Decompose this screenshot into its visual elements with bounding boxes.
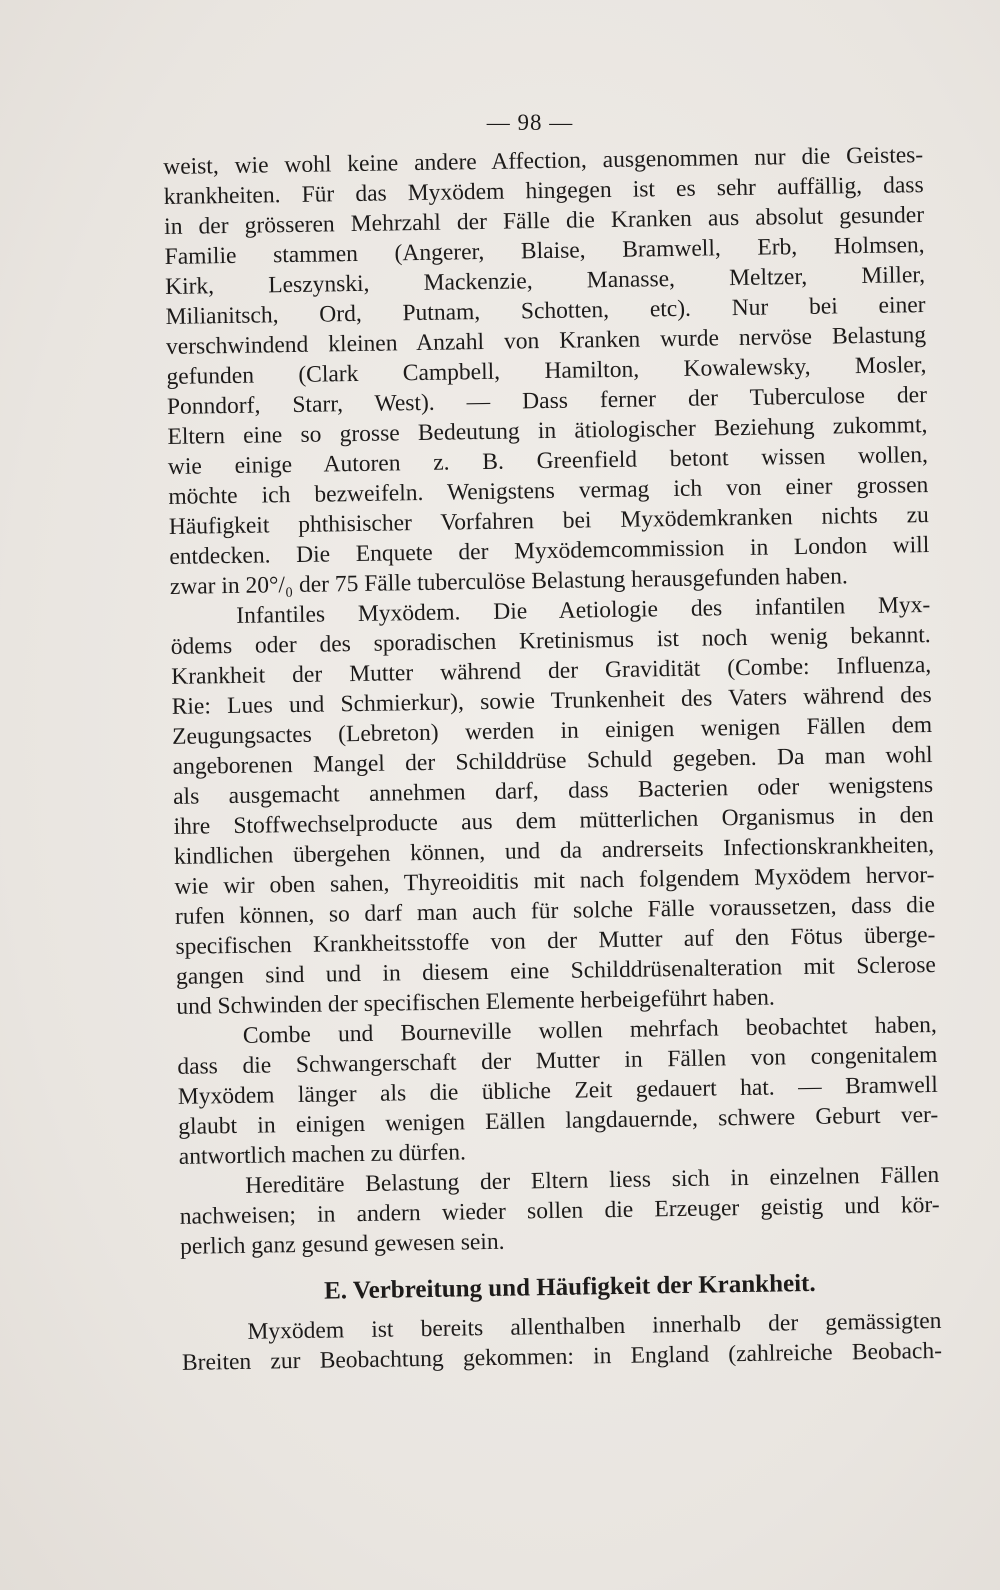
text-line: wie wir oben sahen, Thyreoiditis mit nach folgendem Myxödem hervor- (174, 861, 935, 900)
text-line: gefunden (Clark Campbell, Hamilton, Kowalewsky, Mosler, (166, 352, 927, 390)
text-line: Hereditäre Belastung der Eltern liess sich in einzelnen Fällen (245, 1161, 940, 1199)
text-line: ödems oder des sporadischen Kretinismus ist noch wenig bekannt. (170, 622, 931, 660)
text-line: angeborenen Mangel der Schilddrüse Schuld gegeben. Da man wohl (172, 741, 933, 780)
text-line: zwar in 20°/₀ der 75 Fälle tuberculöse Belastung herausgefunden haben. (169, 563, 848, 600)
text-line: Myxödem länger als die übliche Zeit gedauert hat. — Bramwell (177, 1071, 938, 1110)
text-line: Rie: Lues und Schmierkur), sowie Trunkenheit des Vaters während des (171, 681, 932, 720)
text-line: Infantiles Myxödem. Die Aetiologie des infantilen Myx- (236, 592, 931, 629)
text-line: Breiten zur Beobachtung gekommen: in England (zahlreiche Beobach- (181, 1337, 943, 1376)
text-line: Milianitsch, Ord, Putnam, Schotten, etc). Nur bei einer (165, 292, 926, 330)
text-line: verschwindend kleinen Anzahl von Kranken wurde nervöse Belastung (165, 322, 927, 360)
text-line: ihre Stoffwechselproducte aus dem mütterlichen Organismus in den (173, 801, 934, 840)
text-line: dass die Schwangerschaft der Mutter in Fällen von congenitalem (177, 1041, 938, 1080)
text-line: wie einige Autoren z. B. Greenfield betont wissen wollen, (167, 442, 929, 480)
text-line: Myxödem ist bereits allenthalben innerhalb der gemässigten (247, 1307, 942, 1345)
page-number: — 98 — (486, 110, 574, 135)
text-line: Häufigkeit phthisischer Vorfahren bei Myxödemkranken nichts zu (168, 502, 930, 540)
text-line: Zeugungsactes (Lebreton) werden in einigen wenigen Fällen dem (171, 711, 933, 750)
text-line: Familie stammen (Angerer, Blaise, Bramwell, Erb, Holmsen, (164, 232, 925, 270)
text-line: krankheiten. Für das Myxödem hingegen ist es sehr auffällig, dass (163, 172, 924, 210)
text-line: Kirk, Leszynski, Mackenzie, Manasse, Meltzer, Miller, (164, 262, 926, 300)
text-line: Ponndorf, Starr, West). — Dass ferner der Tuberculose der (166, 382, 928, 420)
text-line: weist, wie wohl keine andere Affection, ausgenommen nur die Geistes- (163, 142, 924, 180)
body-text (163, 140, 942, 1378)
text-line: antwortlich machen zu dürfen. (178, 1139, 467, 1170)
text-line: gangen sind und in diesem eine Schilddrüsenalteration mit Sclerose (175, 951, 937, 990)
text-line: specifischen Krankheitsstoffe von der Mutter auf den Fötus überge- (175, 921, 936, 960)
text-line: glaubt in einigen wenigen Eällen langdauernde, schwere Geburt ver- (178, 1101, 939, 1140)
section-heading: E. Verbreitung und Häufigkeit der Krankheit. (323, 1269, 816, 1305)
text-line: rufen können, so darf man auch für solche Fälle voraussetzen, dass die (174, 891, 936, 930)
text-line: Krankheit der Mutter während der Gravidität (Combe: Influenza, (171, 651, 932, 690)
text-line: möchte ich bezweifeln. Wenigstens vermag ich von einer grossen (168, 472, 929, 510)
text-line: und Schwinden der specifischen Elemente herbeigeführt haben. (176, 984, 775, 1020)
text-line: perlich ganz gesund gewesen sein. (179, 1228, 505, 1260)
text-line: als ausgemacht annehmen darf, dass Bacterien oder wenigstens (172, 771, 934, 810)
text-line: Eltern eine so grosse Bedeutung in ätiologischer Beziehung zukommt, (167, 412, 928, 450)
text-line: Combe und Bourneville wollen mehrfach beobachtet haben, (242, 1011, 938, 1049)
text-line: entdecken. Die Enquete der Myxödemcommission in London will (169, 532, 930, 570)
text-line: nachweisen; in andern wieder sollen die Erzeuger geistig und kör- (179, 1191, 940, 1230)
text-line: in der grösseren Mehrzahl der Fälle die Kranken aus absolut gesunder (163, 202, 925, 240)
text-line: kindlichen übergehen können, und da andrerseits Infectionskrankheiten, (173, 831, 935, 870)
